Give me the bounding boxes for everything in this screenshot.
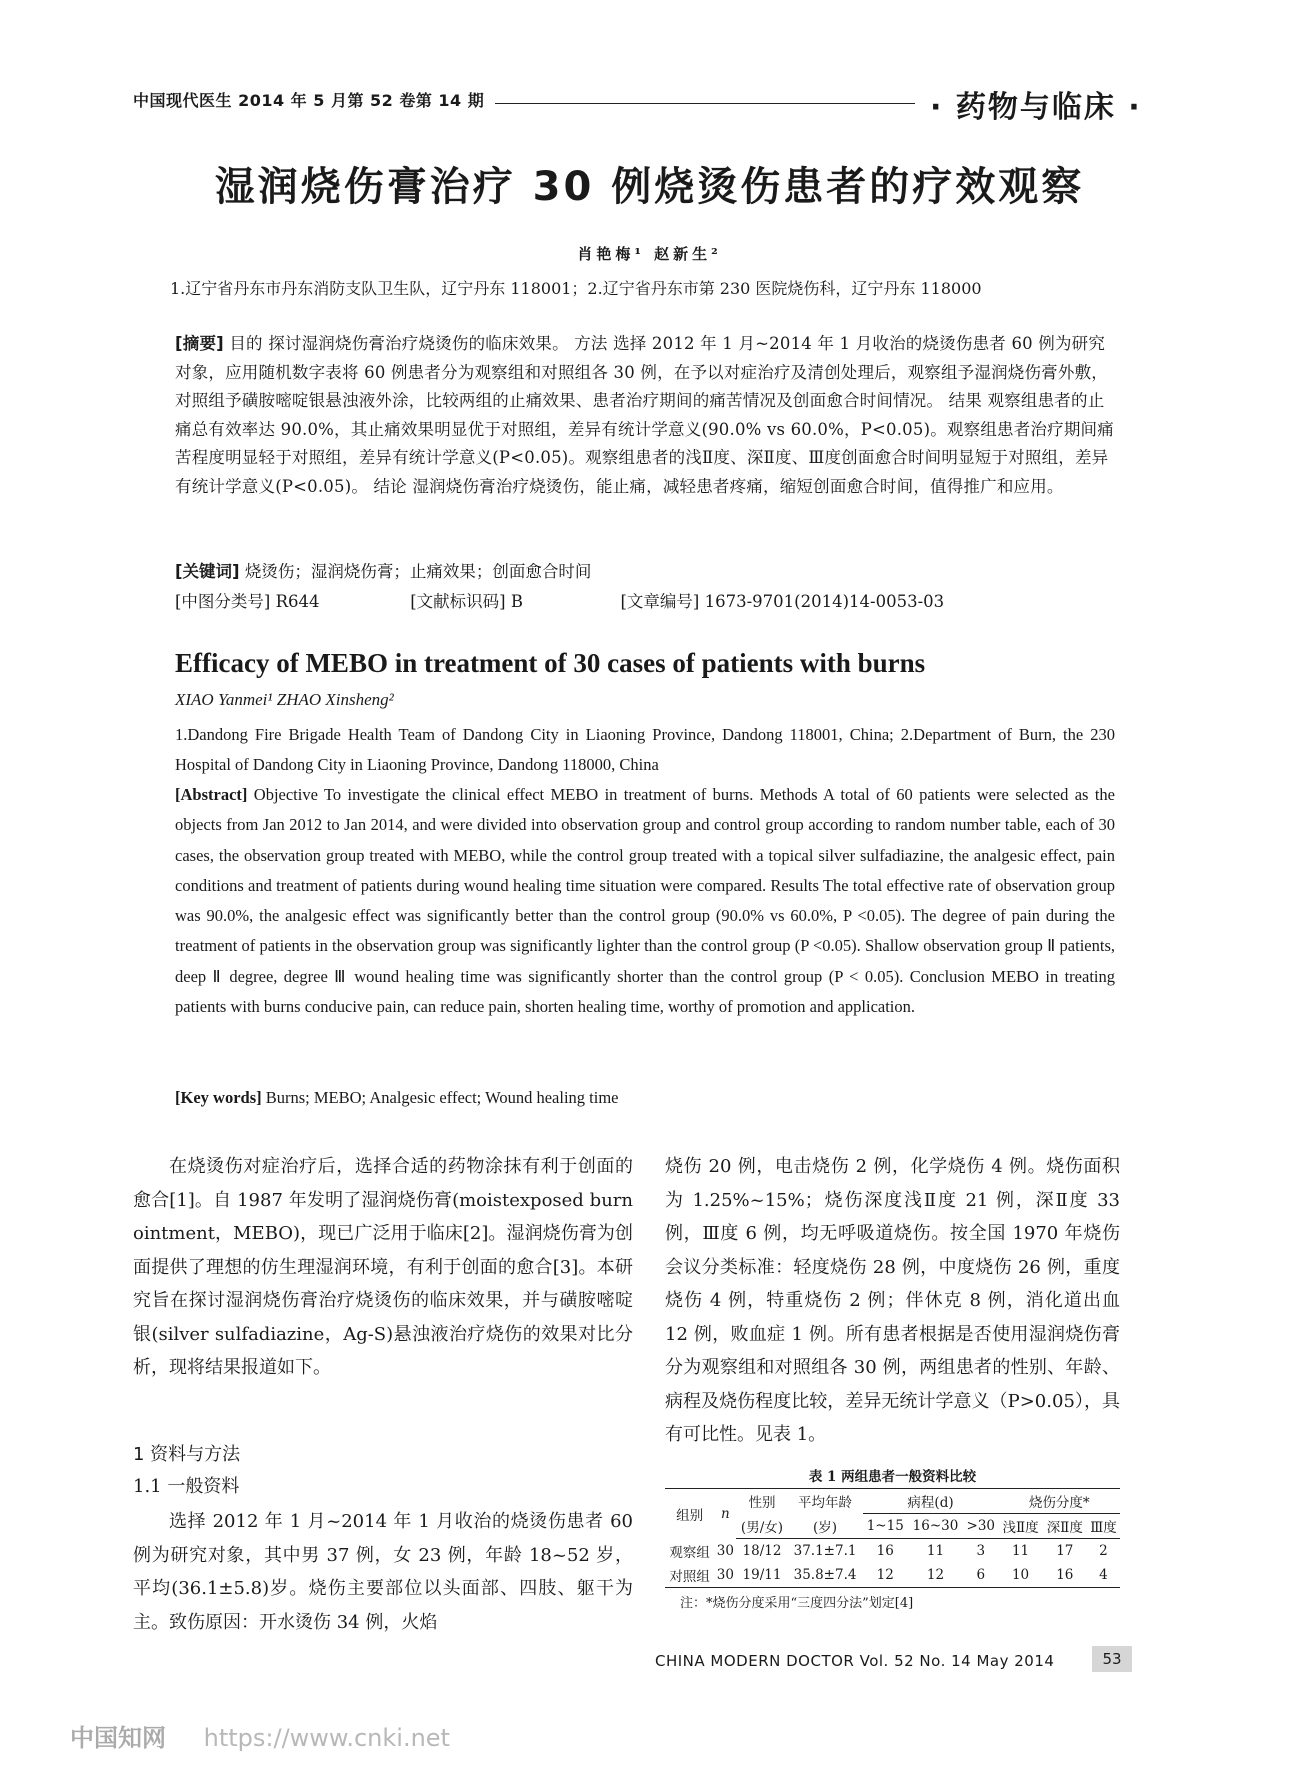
methods-paragraph-1: 选择 2012 年 1 月~2014 年 1 月收治的烧烫伤患者 60 例为研究对象，其中男 37 例，女 23 例，年龄 18~52 岁，平均(36.1±5.8)岁。烧伤主要部位以头面部、四肢、躯干为主。致伤原因：开水烫伤 34 例，火焰 (133, 1511, 633, 1633)
table-title: 表 1 两组患者一般资料比较 (808, 1469, 977, 1485)
th-n: n (714, 1489, 736, 1539)
cnki-url[interactable]: https://www.cnki.net (203, 1724, 450, 1752)
article-title-cn: 湿润烧伤膏治疗 30 例烧烫伤患者的疗效观察 (214, 164, 1085, 210)
table-general-data (665, 1488, 1120, 1588)
cell-course-3: 3 (976, 1542, 986, 1559)
th-course-2: 16~30 (908, 1514, 963, 1539)
abstract-cn (175, 330, 1115, 501)
cell-n: 30 (716, 1542, 734, 1559)
cell-group: 观察组 (669, 1544, 710, 1561)
keywords-text-en: Burns; MEBO; Analgesic effect; Wound healing time (265, 1088, 619, 1107)
keywords-cn (175, 558, 591, 582)
keywords-label-en: [Key words] (175, 1088, 262, 1107)
cell-degree-1: 11 (1011, 1542, 1030, 1559)
abstract-label-cn: [摘要] (175, 334, 224, 353)
cell-degree-3: 4 (1087, 1563, 1120, 1588)
cell-degree-1: 10 (998, 1563, 1042, 1588)
th-degree-1: 浅Ⅱ度 (998, 1514, 1042, 1539)
article-title-en: Efficacy of MEBO in treatment of 30 cases of patients with burns (175, 648, 926, 678)
authors-en: XIAO Yanmei¹ ZHAO Xinsheng² (175, 690, 394, 709)
cell-age: 35.8±7.4 (788, 1563, 863, 1588)
classification-line (175, 588, 1115, 612)
keywords-label-cn: [关键词] (175, 562, 240, 581)
cnki-logo: 中国知网 (70, 1724, 166, 1752)
affiliation-en: 1.Dandong Fire Brigade Health Team of Dandong City in Liaoning Province, Dandong 118001, China; 2.Department of Burn, the 230 Hospital of Dandong City in Liaoning Province, Dandong 118000, China (175, 725, 1115, 774)
th-sex: 性别 (736, 1489, 787, 1514)
header-rule (495, 103, 915, 104)
th-degree-3: Ⅲ度 (1087, 1514, 1120, 1539)
abstract-en (175, 780, 1115, 1022)
affiliation-cn: 1.辽宁省丹东市丹东消防支队卫生队，辽宁丹东 118001；2.辽宁省丹东市第 230 医院烧伤科，辽宁丹东 118000 (170, 279, 982, 298)
th-group: 组别 (665, 1489, 714, 1539)
cnki-watermark (70, 1718, 450, 1753)
cell-group: 对照组 (665, 1563, 714, 1588)
th-degree: 烧伤分度* (998, 1489, 1120, 1514)
abstract-text-cn: 目的 探讨湿润烧伤膏治疗烧烫伤的临床效果。 方法 选择 2012 年 1 月~2014 年 1 月收治的烧烫伤患者 60 例为研究对象，应用随机数字表将 60 例患者分为观察组和对照组各 30 例，在予以对症治疗及清创处理后，观察组予湿润烧伤膏外敷，对照组予磺胺嘧啶银悬浊液外涂，比较两组的止痛效果、患者治疗期间的痛苦情况及创面愈合时间情况。 结果 观察组患者的止痛总有效率达 90.0%，其止痛效果明显优于对照组，差异有统计学意义(90.0% vs 60.0%，P<0.05)。观察组患者治疗期间痛苦程度明显轻于对照组，差异有统计学意义(P<0.05)。观察组患者的浅Ⅱ度、深Ⅱ度、Ⅲ度创面愈合时间明显短于对照组，差异有统计学意义(P<0.05)。 结论 湿润烧伤膏治疗烧烫伤，能止痛，减轻患者疼痛，缩短创面愈合时间，值得推广和应用。 (175, 334, 1114, 496)
cell-degree-2: 17 (1056, 1542, 1074, 1559)
cell-degree-2: 16 (1043, 1563, 1087, 1588)
table-note: 注：*烧伤分度采用“三度四分法”划定[4] (680, 1596, 914, 1611)
th-course: 病程(d) (863, 1489, 999, 1514)
th-course-1: 1~15 (863, 1514, 908, 1539)
section-heading-1-1: 1.1 一般资料 (133, 1476, 240, 1497)
cell-course-1: 16 (876, 1542, 894, 1559)
section-heading-1: 1 资料与方法 (133, 1444, 241, 1465)
cell-course-3: 6 (963, 1563, 998, 1588)
cell-course-2: 12 (908, 1563, 963, 1588)
running-head: 中国现代医生 2014 年 5 月第 52 卷第 14 期 (133, 91, 485, 110)
th-sex-sub: (男/女) (736, 1514, 787, 1539)
table-row (665, 1563, 1120, 1588)
cell-course-2: 11 (926, 1542, 945, 1559)
intro-paragraph: 在烧烫伤对症治疗后，选择合适的药物涂抹有利于创面的愈合[1]。自 1987 年发明了湿润烧伤膏(moistexposed burn ointment，MEBO)，现已广泛用于临床[2]。湿润烧伤膏为创面提供了理想的仿生理湿润环境，有利于创面的愈合[3]。本研究旨在探讨湿润烧伤膏治疗烧烫伤的临床效果，并与磺胺嘧啶银(silver sulfadiazine，Ag-S)悬浊液治疗烧伤的效果对比分析，现将结果报道如下。 (133, 1156, 633, 1378)
section-tag: · 药物与临床 · (930, 90, 1142, 125)
authors-cn: 肖艳梅¹ 赵新生² (577, 245, 722, 263)
abstract-text-en: Objective To investigate the clinical effect MEBO in treatment of burns. Methods A total of 60 patients were selected as the objects from Jan 2012 to Jan 2014, and were divided into observation group and control group according to random number table, each of 30 cases, the observation group treated with MEBO, while the control group treated with a topical silver sulfadiazine, the analgesic effect, pain conditions and treatment of patients during wound healing time situation were compared. Results The total effective rate of observation group was 90.0%, the analgesic effect was significantly better than the control group (90.0% vs 60.0%, P <0.05). The degree of pain during the treatment of patients in the observation group was significantly lighter than the control group (P <0.05). Shallow observation group Ⅱ patients, deep Ⅱ degree, degree Ⅲ wound healing time was significantly shorter than the control group (P < 0.05). Conclusion MEBO in treating patients with burns conducive pain, can reduce pain, shorten healing time, worthy of promotion and application. (175, 785, 1116, 1017)
abstract-label-en: [Abstract] (175, 785, 248, 804)
cell-degree-3: 2 (1099, 1542, 1108, 1559)
th-age-sub: (岁) (788, 1514, 863, 1539)
th-age: 平均年龄 (788, 1489, 863, 1514)
cell-course-1: 12 (863, 1563, 908, 1588)
keywords-en (175, 1088, 619, 1108)
keywords-text-cn: 烧烫伤；湿润烧伤膏；止痛效果；创面愈合时间 (244, 562, 592, 581)
page-number: 53 (1092, 1646, 1132, 1672)
document-code: [文献标识码] B (410, 592, 523, 611)
cell-age: 37.1±7.1 (793, 1542, 857, 1559)
cell-n: 30 (714, 1563, 736, 1588)
methods-paragraph-2: 烧伤 20 例，电击烧伤 2 例，化学烧伤 4 例。烧伤面积为 1.25%~15%；烧伤深度浅Ⅱ度 21 例，深Ⅱ度 33 例，Ⅲ度 6 例，均无呼吸道烧伤。按全国 1970 年烧伤会议分类标准：轻度烧伤 28 例，中度烧伤 26 例，重度烧伤 4 例，特重烧伤 2 例；伴休克 8 例，消化道出血 12 例，败血症 1 例。所有患者根据是否使用湿润烧伤膏分为观察组和对照组各 30 例，两组患者的性别、年龄、病程及烧伤程度比较，差异无统计学意义（P>0.05），具有可比性。见表 1。 (665, 1156, 1120, 1445)
cell-sex: 19/11 (736, 1563, 787, 1588)
table-row (665, 1539, 1120, 1563)
class-number: [中图分类号] R644 (175, 592, 320, 611)
cell-sex: 18/12 (742, 1542, 782, 1559)
article-number: [文章编号] 1673-9701(2014)14-0053-03 (620, 592, 945, 611)
th-course-3: >30 (963, 1514, 998, 1539)
journal-footer: CHINA MODERN DOCTOR Vol. 52 No. 14 May 2014 (655, 1652, 1055, 1670)
th-degree-2: 深Ⅱ度 (1043, 1514, 1087, 1539)
